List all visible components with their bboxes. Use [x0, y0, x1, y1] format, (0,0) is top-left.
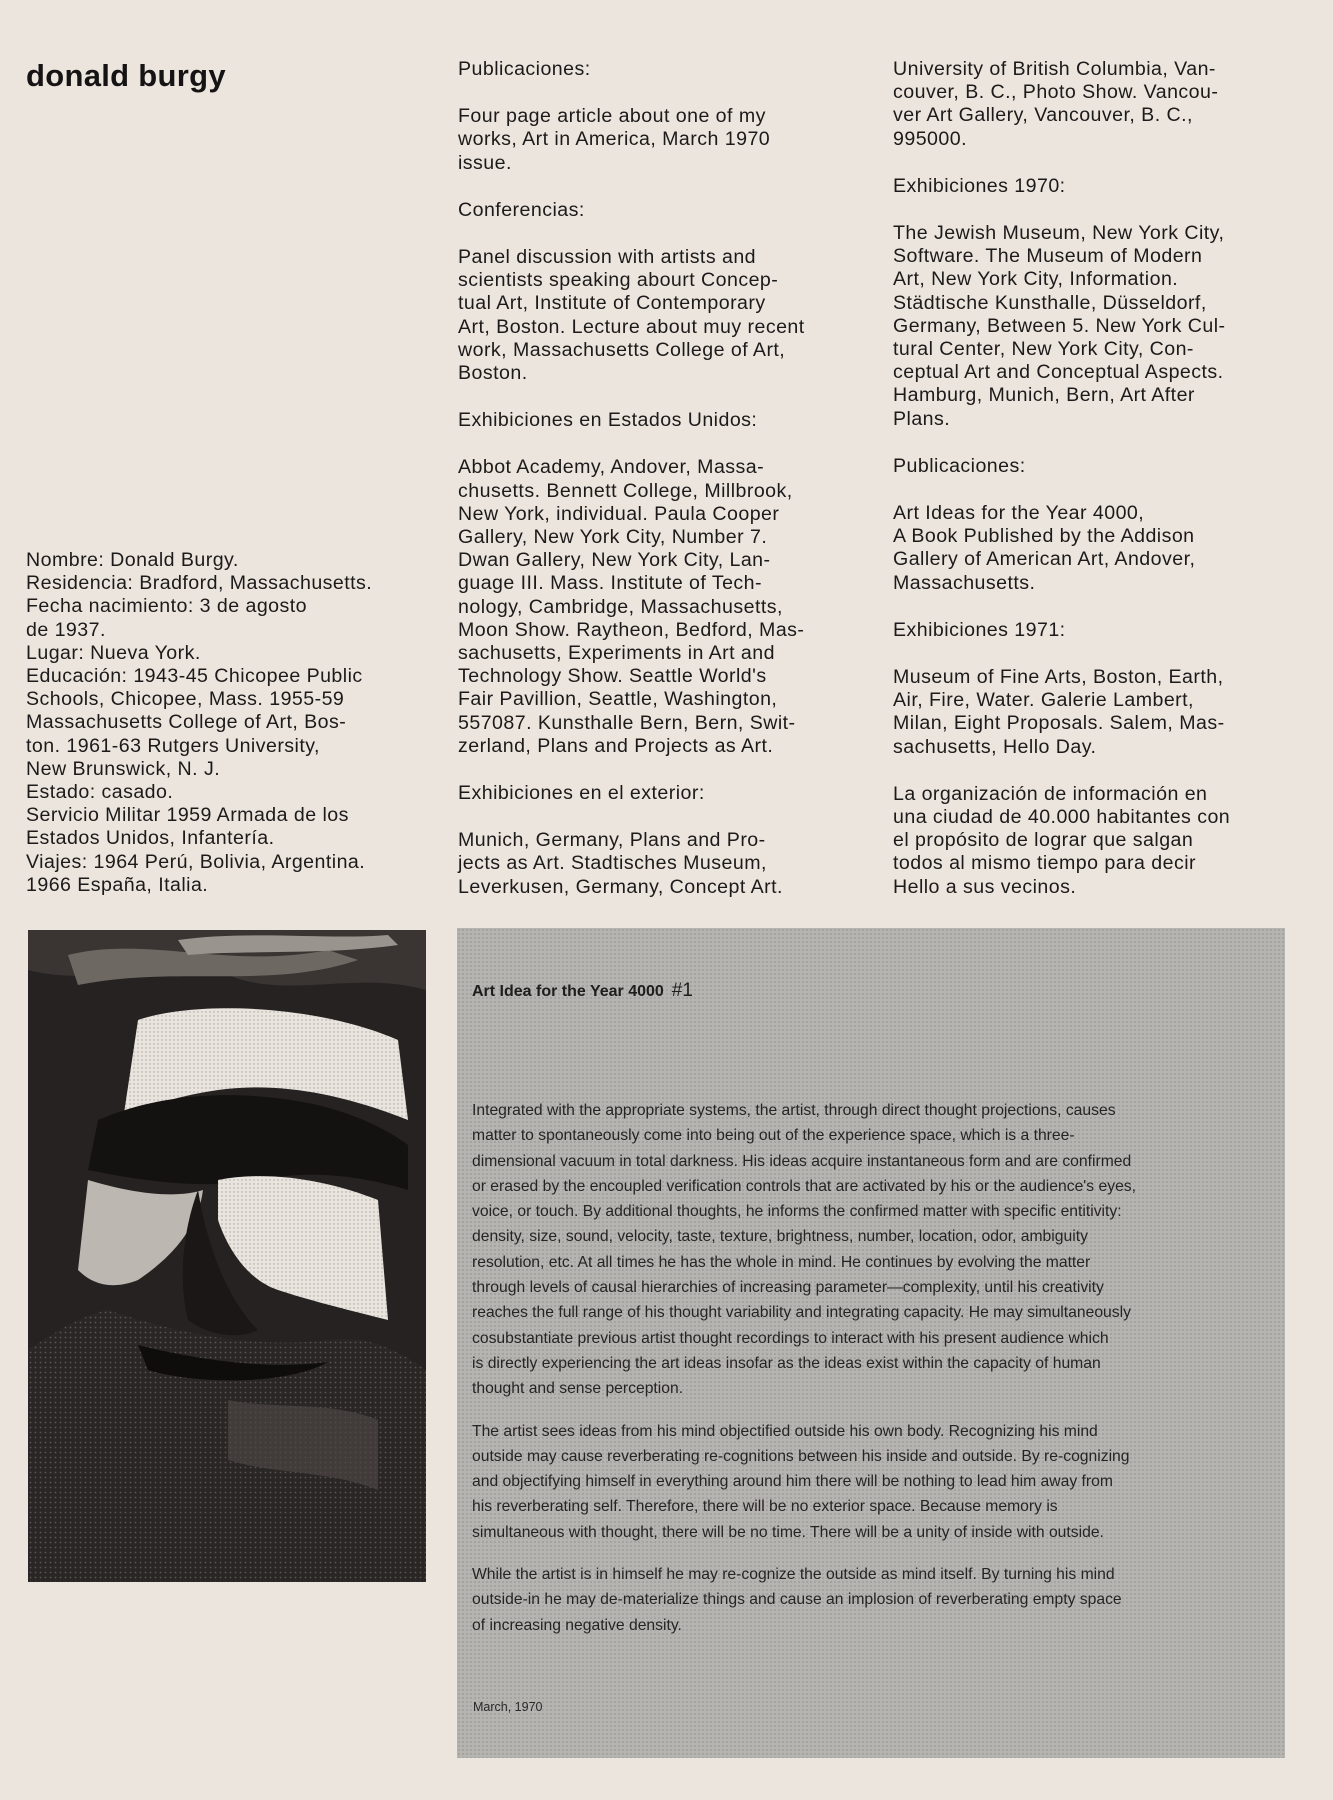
bio-line: Lugar: Nueva York. [26, 641, 201, 664]
panel-title [472, 980, 693, 1002]
bio-column [26, 549, 436, 921]
text-line: nology, Cambridge, Massachusetts, [458, 595, 783, 618]
text-line: Gallery of American Art, Andover, [893, 548, 1196, 571]
page-title: donald burgy [26, 58, 226, 93]
section-heading: Exhibiciones 1970: [893, 174, 1066, 197]
panel-line: density, size, sound, velocity, taste, texture, brightness, number, location, odor, ambiguity [472, 1228, 1088, 1246]
panel-line: or erased by the encoupled verification controls that are activated by his or the audience's eyes, [472, 1177, 1136, 1195]
text-line: todos al mismo tiempo para decir [893, 852, 1196, 875]
text-line: guage III. Mass. Institute of Tech- [458, 572, 763, 595]
publicaciones-right-text [893, 502, 1303, 595]
section-heading: Exhibiciones en Estados Unidos: [458, 409, 758, 432]
text-line: una ciudad de 40.000 habitantes con [893, 806, 1231, 829]
text-line: Plans. [893, 407, 951, 430]
panel-line: simultaneous with thought, there will be no time. There will be a unity of inside with outside. [472, 1523, 1104, 1541]
panel-line: outside-in he may de-materialize things and cause an implosion of reverberating empty space [472, 1591, 1122, 1609]
text-line: Technology Show. Seattle World's [458, 665, 767, 688]
text-line: ceptual Art and Conceptual Aspects. [893, 361, 1224, 384]
text-line: The Jewish Museum, New York City, [893, 222, 1225, 245]
text-line: Dwan Gallery, New York City, Lan- [458, 549, 771, 572]
panel-line: While the artist is in himself he may re-cognize the outside as mind itself. By turning his mind [472, 1566, 1115, 1584]
artist-portrait [28, 930, 426, 1582]
exterior-exhibitions-text [458, 829, 858, 899]
text-line: works, Art in America, March 1970 [458, 128, 771, 151]
text-line: Moon Show. Raytheon, Bedford, Mas- [458, 618, 805, 641]
closing-text [893, 783, 1303, 899]
text-line: 995000. [893, 127, 967, 150]
section-heading: Publicaciones: [458, 58, 591, 80]
text-line: Hello a sus vecinos. [893, 875, 1077, 898]
section-heading: Publicaciones: [893, 454, 1026, 477]
text-line: el propósito de lograr que salgan [893, 829, 1194, 852]
text-line: 557087. Kunsthalle Bern, Bern, Swit- [458, 711, 796, 734]
text-line: Munich, Germany, Plans and Pro- [458, 829, 766, 852]
text-line: Software. The Museum of Modern [893, 245, 1203, 268]
panel-line: resolution, etc. At all times he has the whole in mind. He continues by evolving the matter [472, 1253, 1091, 1271]
bio-line: New Brunswick, N. J. [26, 757, 221, 780]
panel-date: March, 1970 [473, 1700, 543, 1714]
text-line: Leverkusen, Germany, Concept Art. [458, 875, 783, 898]
text-line: sachusetts, Experiments in Art and [458, 642, 775, 665]
text-line: Museum of Fine Arts, Boston, Earth, [893, 666, 1224, 689]
publicaciones-text [458, 105, 858, 175]
text-line: chusetts. Bennett College, Millbrook, [458, 479, 793, 502]
text-line: tual Art, Institute of Contemporary [458, 292, 766, 315]
text-line: Four page article about one of my [458, 105, 766, 128]
text-line: A Book Published by the Addison [893, 525, 1195, 548]
panel-line: dimensional vacuum in total darkness. His ideas acquire instantaneous form and are confirmed [472, 1152, 1132, 1170]
text-line: Abbot Academy, Andover, Massa- [458, 456, 765, 479]
text-line: University of British Columbia, Van- [893, 58, 1216, 80]
middle-column [458, 58, 858, 923]
text-line: couver, B. C., Photo Show. Vancou- [893, 81, 1219, 104]
bio-line: Schools, Chicopee, Mass. 1955-59 [26, 688, 345, 711]
text-line: Gallery, New York City, Number 7. [458, 526, 768, 549]
bio-block [26, 549, 436, 897]
art-idea-panel [457, 928, 1285, 1758]
bio-line: Massachusetts College of Art, Bos- [26, 711, 347, 734]
text-line: Germany, Between 5. New York Cul- [893, 314, 1226, 337]
text-line: ver Art Gallery, Vancouver, B. C., [893, 104, 1193, 127]
text-line: Art Ideas for the Year 4000, [893, 502, 1145, 525]
panel-line: cosubstantiate previous artist thought recordings to interact with his present audience which [472, 1329, 1109, 1347]
section-heading: Conferencias: [458, 198, 585, 221]
text-line: Massachusetts. [893, 571, 1036, 594]
right-column [893, 58, 1303, 923]
bio-line: Residencia: Bradford, Massachusetts. [26, 572, 373, 595]
panel-body [472, 1098, 1277, 1655]
text-line: scientists speaking abourt Concep- [458, 269, 779, 292]
exhibitions-1970-text [893, 222, 1303, 431]
panel-title-text: Art Idea for the Year 4000 [472, 983, 664, 1000]
text-line: La organización de información en [893, 782, 1208, 805]
conferencias-text [458, 246, 858, 385]
text-line: Milan, Eight Proposals. Salem, Mas- [893, 712, 1225, 735]
text-line: Fair Pavillion, Seattle, Washington, [458, 688, 778, 711]
bio-line: Estado: casado. [26, 781, 174, 804]
panel-line: The artist sees ideas from his mind objectified outside his own body. Recognizing his mind [472, 1422, 1098, 1440]
text-line: sachusetts, Hello Day. [893, 735, 1097, 758]
panel-paragraph [472, 1562, 1277, 1638]
panel-line: outside may cause reverberating re-cognitions between his inside and outside. By re-cognizing [472, 1447, 1130, 1465]
panel-line: Integrated with the appropriate systems, the artist, through direct thought projections, causes [472, 1102, 1116, 1119]
portrait-image [28, 930, 426, 1582]
text-line: Städtische Kunsthalle, Düsseldorf, [893, 291, 1207, 314]
bio-line: Educación: 1943-45 Chicopee Public [26, 665, 363, 688]
bio-line: de 1937. [26, 618, 106, 641]
panel-line: and objectifying himself in everything around him there will be nothing to lead him away from [472, 1473, 1113, 1491]
text-line: jects as Art. Stadtisches Museum, [458, 852, 767, 875]
text-line: work, Massachusetts College of Art, [458, 338, 786, 361]
section-heading: Exhibiciones en el exterior: [458, 782, 705, 805]
usa-exhibitions-text [458, 456, 858, 758]
bio-line: Nombre: Donald Burgy. [26, 549, 239, 571]
text-line: issue. [458, 151, 512, 174]
text-line: Art, Boston. Lecture about muy recent [458, 315, 805, 338]
panel-line: of increasing negative density. [472, 1616, 682, 1634]
section-heading: Exhibiciones 1971: [893, 618, 1066, 641]
panel-line: is directly experiencing the art ideas insofar as the ideas exist within the capacity of human [472, 1354, 1101, 1372]
text-line: Art, New York City, Information. [893, 268, 1179, 291]
text-line: Air, Fire, Water. Galerie Lambert, [893, 689, 1194, 712]
bio-line: Servicio Militar 1959 Armada de los [26, 804, 349, 827]
text-line: New York, individual. Paula Cooper [458, 502, 780, 525]
panel-line: through levels of causal hierarchies of increasing parameter—complexity, until his creativity [472, 1279, 1104, 1297]
intro-text [893, 58, 1303, 151]
panel-line: matter to spontaneously come into being out of the experience space, which is a three- [472, 1127, 1075, 1145]
panel-line: his reverberating self. Therefore, there will be no exterior space. Because memory is [472, 1498, 1058, 1516]
exhibitions-1971-text [893, 666, 1303, 759]
text-line: Boston. [458, 362, 528, 385]
text-line: zerland, Plans and Projects as Art. [458, 734, 774, 757]
panel-line: thought and sense perception. [472, 1380, 684, 1398]
panel-title-number: #1 [671, 980, 693, 1001]
text-line: tural Center, New York City, Con- [893, 338, 1194, 361]
text-line: Panel discussion with artists and [458, 246, 757, 269]
panel-paragraph [472, 1419, 1277, 1545]
bio-line: Viajes: 1964 Perú, Bolivia, Argentina. [26, 850, 366, 873]
bio-line: ton. 1961-63 Rutgers University, [26, 734, 320, 757]
text-line: Hamburg, Munich, Bern, Art After [893, 384, 1195, 407]
bio-line: Estados Unidos, Infantería. [26, 827, 275, 850]
panel-paragraph [472, 1098, 1277, 1402]
bio-line: 1966 España, Italia. [26, 873, 209, 896]
bio-line: Fecha nacimiento: 3 de agosto [26, 595, 308, 618]
panel-line: voice, or touch. By additional thoughts, he informs the confirmed matter with specific entitivity: [472, 1203, 1122, 1221]
panel-line: reaches the full range of his thought variability and integrating capacity. He may simultaneously [472, 1304, 1131, 1322]
